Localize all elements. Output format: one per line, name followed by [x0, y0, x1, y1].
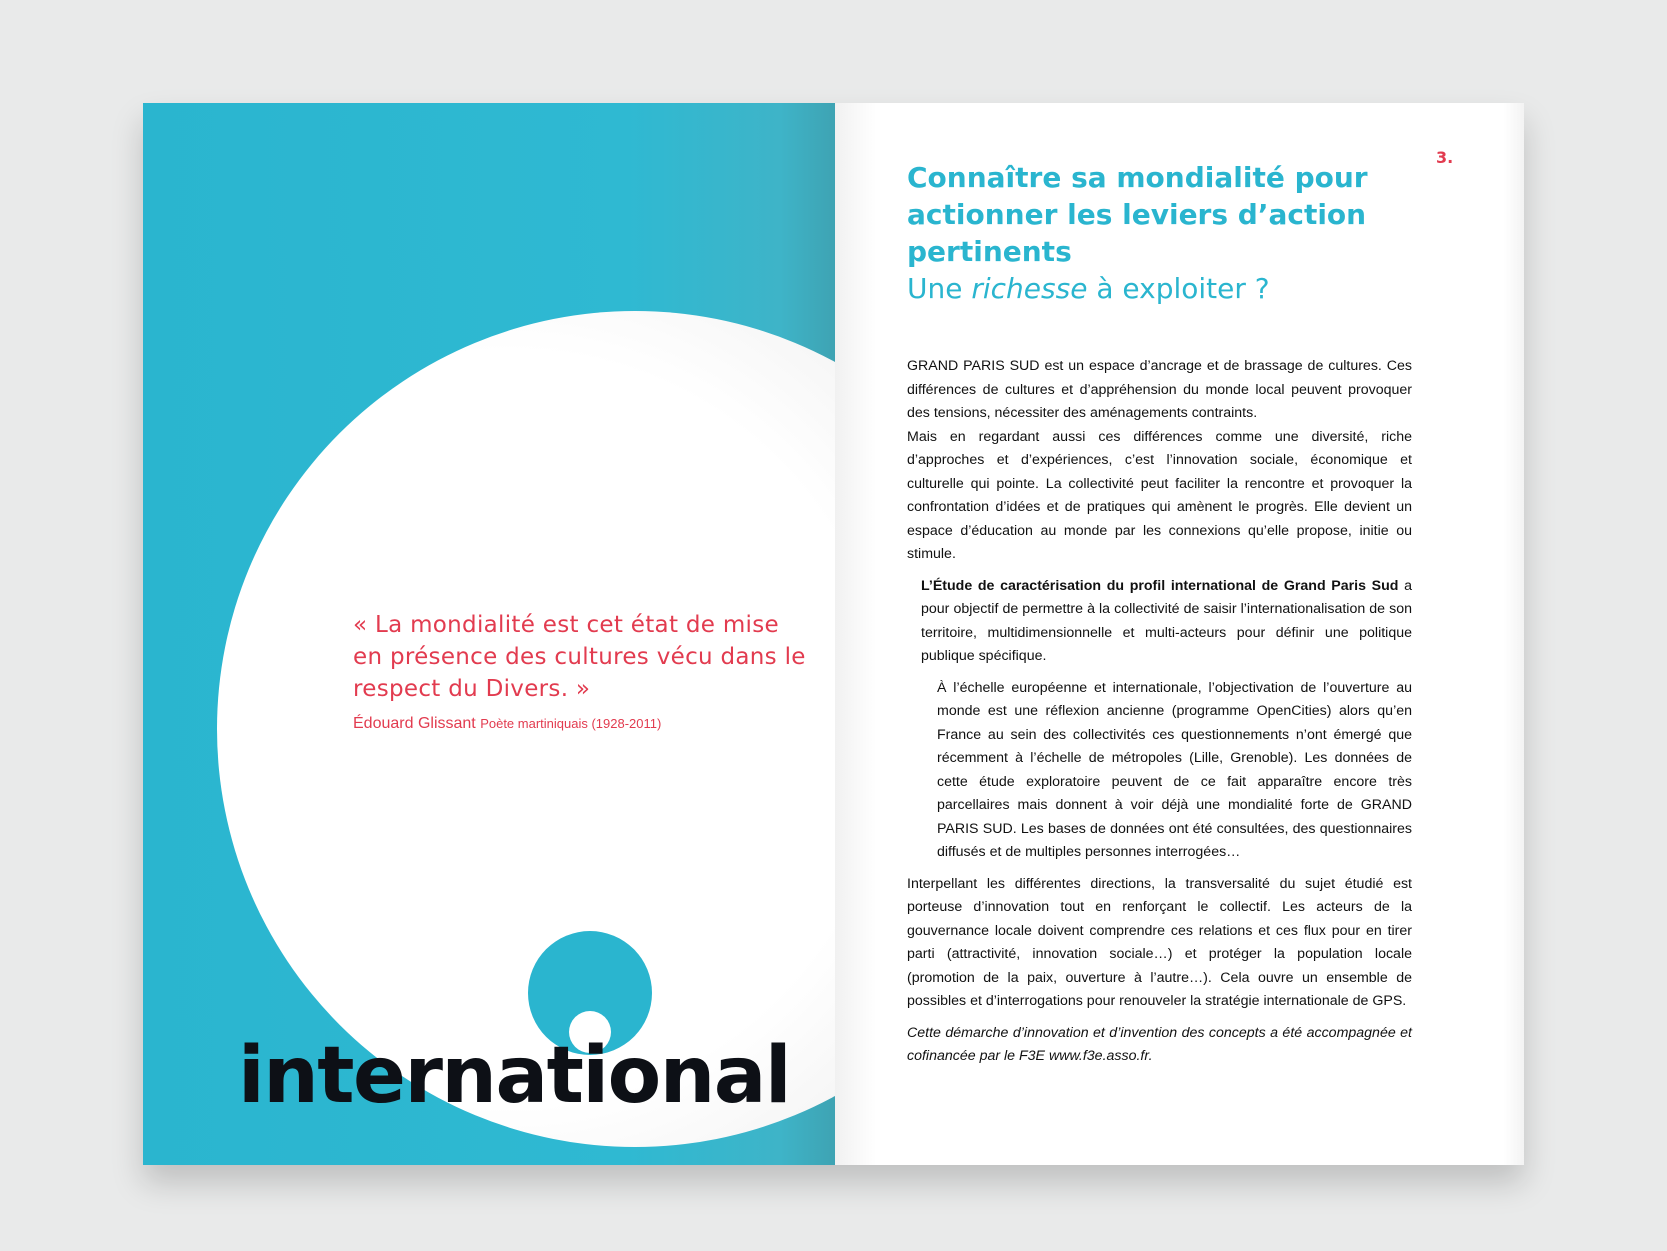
- paragraph-1: GRAND PARIS SUD est un espace d’ancrage et de brassage de cultures. Ces différences de cultures et d’appréhension du monde local peuvent provoquer des tensions, nécessiter des aménagements contraints.: [907, 358, 1412, 421]
- paragraph-3-text: a pour objectif de permettre à la collectivité de saisir l’internationalisation de son territoire, multidimensionnelle et multi-acteurs pour définir une politique publique spécifique.: [921, 577, 1412, 664]
- brochure-spread: [143, 103, 1524, 1165]
- paragraph-5: Interpellant les différentes directions, la transversalité du sujet étudié est porteuse d’innovation tout en renforçant le collectif. Les acteurs de la gouvernance locale doivent comprendre ces relations et ces flux pour en tirer parti (attractivité, innovation sociale…) et protéger la population locale (promotion de la paix, ouverture à l’autre…). Cela ouvre un ensemble de possibles et d’interrogations pour renouveler la stratégie internationale de GPS.: [907, 875, 1412, 1009]
- left-page: [143, 103, 835, 1165]
- study-title: L’Étude de caractérisation du profil international de Grand Paris Sud: [921, 577, 1399, 594]
- paragraph-2: Mais en regardant aussi ces différences comme une diversité, riche d’approches et d’expériences, c’est l’innovation sociale, économique et culturelle qui pointe. La collectivité peut faciliter la rencontre et provoquer la confrontation d’idées et de pratiques qui amènent le progrès. Elle devient un espace d’éducation au monde par les connexions qu’elle propose, initie ou stimule.: [907, 428, 1412, 562]
- page-title: Connaître sa mondialité pour actionner les leviers d’action pertinents: [907, 161, 1368, 268]
- credit-note: Cette démarche d’innovation et d’invention des concepts a été accompagnée et cofinancée par le F3E www.f3e.asso.fr.: [907, 1024, 1412, 1064]
- quote-author-role: Poète martiniquais (1928-2011): [480, 716, 662, 731]
- subtitle-italic: richesse: [971, 272, 1088, 305]
- page-subtitle: [907, 271, 1467, 307]
- page-number: 3.: [1436, 148, 1454, 167]
- quote-text: « La mondialité est cet état de mise en présence des cultures vécu dans le respect du Divers. »: [353, 612, 806, 702]
- right-page: [835, 103, 1524, 1165]
- paragraph-4: À l’échelle européenne et internationale, l’objectivation de l’ouverture au monde est une réflexion ancienne (programme OpenCities) alors qu’en France au sein des collectivités ces questionnements n’ont émergé que récemment à l’échelle de métropoles (Lille, Grenoble). Les données de cette étude exploratoire peuvent de ce fait apparaître encore très parcellaires mais donnent à voir déjà une mondialité forte de GRAND PARIS SUD. Les bases de données ont été consultées, des questionnaires diffusés et de multiples personnes interrogées…: [937, 679, 1412, 860]
- quote-attribution: [353, 715, 813, 733]
- quote-author: Édouard Glissant: [353, 715, 476, 732]
- subtitle-part-1: Une: [907, 272, 972, 305]
- subtitle-part-2: à exploiter ?: [1087, 272, 1270, 305]
- body-text: [907, 355, 1412, 1069]
- paragraph-3: [907, 575, 1412, 669]
- international-wordmark: international: [238, 1031, 791, 1121]
